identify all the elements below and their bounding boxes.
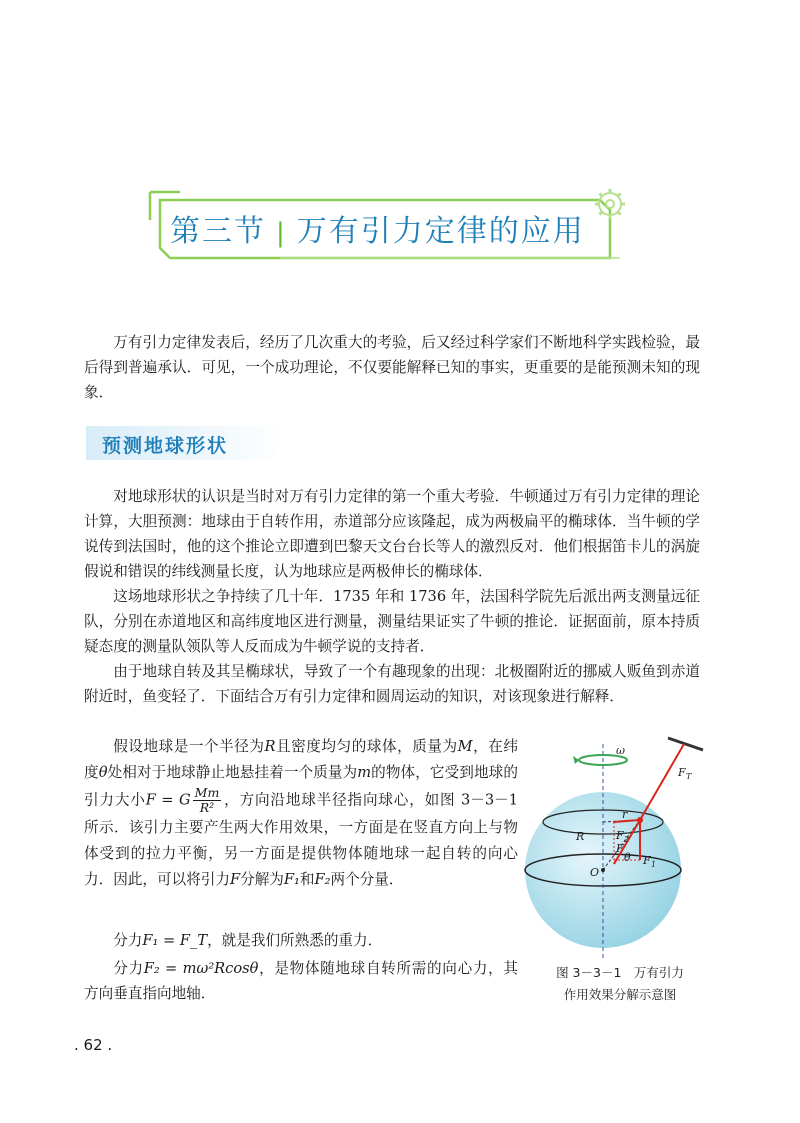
earth-force-diagram (518, 730, 718, 960)
gear-icon (595, 189, 625, 219)
intro-paragraph: 万有引力定律发表后，经历了几次重大的考验，后又经过科学家们不断地科学实践检验，最后得到普遍承认．可见，一个成功理论，不仅要能解释已知的事实，更重要的是能预测未知的现象． (84, 334, 700, 401)
label-F1: F (643, 854, 651, 867)
chapter-title (170, 206, 585, 249)
section-heading-text: 预测地球形状 (102, 435, 229, 457)
svg-text:2: 2 (624, 835, 630, 844)
body-paragraph-6: 分力F₂ = mω²Rcosθ，是物体随地球自转所需的向心力，其方向垂直指向地轴． (84, 960, 518, 1002)
body-paragraph-4: 假设地球是一个半径为R且密度均匀的球体，质量为M，在纬度θ处相对于地球静止地悬挂着一个质量为m的物体，它受到地球的引力大小F = G $\frac{Mm}{\text{R²}}$ ，方向沿地球半径指向球心，如图 3－3－1 所示．该引力主要产生两大作用效果，一方面是在竖直方向上与物体受到的拉力平衡，另一方面是提供物体随地球一起自转的向心力．因此，可以将引力F分解为F₁和F₂两个分量． (84, 738, 518, 888)
svg-text:1: 1 (651, 860, 657, 869)
suspension-rod (668, 738, 703, 750)
label-R: R (576, 830, 585, 843)
body-paragraph-1: 对地球形状的认识是当时对万有引力定律的第一个重大考验．牛顿通过万有引力定律的理论计算，大胆预测：地球由于自转作用，赤道部分应该隆起，成为两极扁平的椭球体．当牛顿的学说传到法国时，他的这个推论立即遭到巴黎天文台台长等人的激烈反对．他们根据笛卡儿的涡旋假说和错误的纬线测量长度，认为地球应是两极伸长的椭球体． (84, 488, 700, 580)
label-F: F (616, 842, 624, 855)
title-divider: | (276, 218, 287, 248)
label-O: O (590, 866, 600, 879)
center-O (601, 868, 605, 872)
label-FT: F (678, 766, 686, 779)
caption-line-1: 图 3－3－1 万有引力 (556, 965, 684, 980)
label-r: r (622, 808, 628, 821)
figure-caption (520, 962, 720, 1006)
section-name: 万有引力定律的应用 (296, 214, 585, 249)
hanging-mass (637, 817, 643, 823)
label-F2: F (616, 829, 624, 842)
body-paragraph-5: 分力F₁ = F_T，就是我们所熟悉的重力． (113, 932, 383, 949)
label-theta: θ (624, 851, 631, 864)
page-number: . 62 . (74, 1036, 113, 1054)
section-heading (86, 426, 296, 460)
label-omega: ω (616, 744, 625, 757)
section-number: 第三节 (170, 214, 266, 249)
body-paragraph-3: 由于地球自转及其呈椭球状，导致了一个有趣现象的出现：北极圈附近的挪威人贩鱼到赤道附近时，鱼变轻了．下面结合万有引力定律和圆周运动的知识，对该现象进行解释． (84, 663, 700, 705)
body-paragraph-2: 这场地球形状之争持续了几十年．1735 年和 1736 年，法国科学院先后派出两支测量远征队，分别在赤道地区和高纬度地区进行测量，测量结果证实了牛顿的推论．证据面前，原本持质疑态度的测量队领队等人反而成为牛顿学说的支持者． (84, 588, 700, 655)
chapter-title-banner (140, 180, 640, 270)
gravity-fraction: $\frac{Mm}{\text{R²}}$ (194, 785, 220, 815)
svg-text:T: T (686, 772, 692, 781)
caption-line-2: 作用效果分解示意图 (563, 987, 677, 1002)
string-FT (640, 744, 684, 820)
